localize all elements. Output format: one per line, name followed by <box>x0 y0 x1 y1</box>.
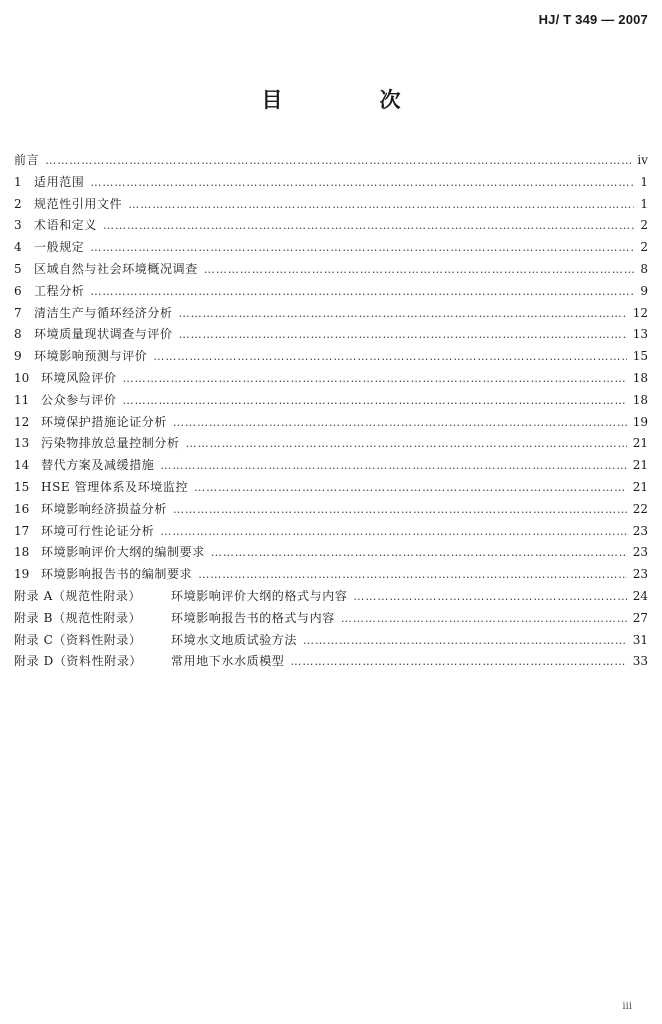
toc-entry[interactable] <box>14 324 648 346</box>
toc-entry[interactable] <box>14 390 648 412</box>
toc-entry-page: 21 <box>632 479 648 494</box>
toc-dot-leader <box>194 477 627 499</box>
toc-dot-leader <box>128 194 634 216</box>
toc-entry-page: 13 <box>632 327 648 342</box>
toc-entry[interactable] <box>14 237 648 259</box>
toc-entry[interactable] <box>14 172 648 194</box>
toc-entry-label: 前言 <box>14 153 40 167</box>
toc-entry[interactable] <box>14 433 648 455</box>
toc-entry-number: 9 <box>14 349 22 364</box>
toc-dot-leader <box>90 237 634 259</box>
toc-dot-leader <box>204 259 634 281</box>
toc-entry[interactable] <box>14 368 648 390</box>
toc-dot-leader <box>153 346 626 368</box>
toc-entry-label: 适用范围 <box>34 174 85 189</box>
toc-entry[interactable] <box>14 521 648 543</box>
toc-dot-leader <box>123 390 627 412</box>
toc-entry-page: 12 <box>632 305 648 320</box>
toc-dot-leader <box>173 499 627 521</box>
toc-entry-number: 8 <box>14 327 22 342</box>
toc-appendix-entry[interactable] <box>14 651 648 673</box>
toc-entry-label: 区域自然与社会环境概况调查 <box>34 261 198 276</box>
toc-entry-label: 替代方案及减缓措施 <box>41 458 155 473</box>
toc-entry-label: 规范性引用文件 <box>34 196 123 211</box>
toc-entry-label: 环境影响预测与评价 <box>34 349 148 364</box>
toc-entry-number: 6 <box>14 283 22 298</box>
toc-entry-page: 21 <box>632 436 648 451</box>
toc-entry-number: 7 <box>14 305 22 320</box>
toc-entry-number: 3 <box>14 218 22 233</box>
toc-entry-label: 污染物排放总量控制分析 <box>41 436 180 451</box>
toc-entry[interactable] <box>14 477 648 499</box>
appendix-type: 附录 A（规范性附录） <box>14 588 142 603</box>
toc-entry[interactable] <box>14 259 648 281</box>
toc-entry-page: 15 <box>632 349 648 364</box>
toc-entry-number: 4 <box>14 240 22 255</box>
toc-dot-leader <box>90 281 634 303</box>
toc-entry[interactable] <box>14 194 648 216</box>
appendix-type: 附录 B（规范性附录） <box>14 610 142 625</box>
toc-entry-number: 1 <box>14 174 22 189</box>
toc-entry-page: ⅳ <box>637 153 648 167</box>
page-title: 目 次 <box>261 88 439 112</box>
toc-entry-page: 22 <box>632 501 648 516</box>
toc-entry[interactable] <box>14 564 648 586</box>
toc-entry-page: 31 <box>632 632 648 647</box>
toc-entry-page: 1 <box>640 196 648 211</box>
toc-entry-label: 环境影响报告书的编制要求 <box>41 567 193 582</box>
toc-entry-label: 工程分析 <box>34 283 85 298</box>
toc-entry-label: 环境影响评价大纲的编制要求 <box>41 545 205 560</box>
toc-entry-number: 12 <box>14 414 30 429</box>
toc-entry-label: 环境水文地质试验方法 <box>171 632 298 647</box>
toc-entry[interactable] <box>14 499 648 521</box>
toc-entry-label: 一般规定 <box>34 240 85 255</box>
toc-entry-page: 2 <box>640 240 648 255</box>
toc-entry-page: 9 <box>640 283 648 298</box>
toc-entry-page: 23 <box>632 545 648 560</box>
toc-dot-leader <box>341 608 627 630</box>
toc-dot-leader <box>186 433 627 455</box>
table-of-contents <box>14 150 648 673</box>
toc-entry[interactable] <box>14 542 648 564</box>
toc-entry[interactable] <box>14 412 648 434</box>
toc-entry-page: 24 <box>632 588 648 603</box>
toc-entry[interactable] <box>14 215 648 237</box>
toc-entry-label: 环境保护措施论证分析 <box>41 414 168 429</box>
toc-entry-foreword[interactable] <box>14 150 648 172</box>
toc-dot-leader <box>179 303 627 325</box>
toc-entry-label: 环境质量现状调查与评价 <box>34 327 173 342</box>
toc-dot-leader <box>211 542 627 564</box>
toc-entry-page: 23 <box>632 567 648 582</box>
toc-dot-leader <box>173 412 627 434</box>
toc-dot-leader <box>303 630 627 652</box>
toc-entry-number: 15 <box>14 479 30 494</box>
toc-entry-page: 23 <box>632 523 648 538</box>
appendix-type: 附录 D（资料性附录） <box>14 654 143 669</box>
toc-entry-page: 8 <box>640 261 648 276</box>
toc-entry[interactable] <box>14 303 648 325</box>
toc-entry-number: 11 <box>14 392 30 407</box>
toc-dot-leader <box>90 172 634 194</box>
toc-entry-page: 2 <box>640 218 648 233</box>
toc-entry[interactable] <box>14 455 648 477</box>
toc-entry[interactable] <box>14 281 648 303</box>
toc-appendix-entry[interactable] <box>14 586 648 608</box>
toc-dot-leader <box>160 521 626 543</box>
toc-entry-number: 5 <box>14 261 22 276</box>
toc-entry-label: 环境可行性论证分析 <box>41 523 155 538</box>
toc-dot-leader <box>353 586 626 608</box>
toc-entry-number: 14 <box>14 458 30 473</box>
toc-entry-number: 10 <box>14 370 30 385</box>
toc-dot-leader <box>45 150 631 172</box>
toc-entry-page: 21 <box>632 458 648 473</box>
toc-entry-page: 18 <box>632 392 648 407</box>
toc-entry-label: HSE 管理体系及环境监控 <box>41 479 189 494</box>
toc-dot-leader <box>290 651 626 673</box>
toc-entry-label: 环境风险评价 <box>41 370 117 385</box>
toc-dot-leader <box>198 564 627 586</box>
toc-entry[interactable] <box>14 346 648 368</box>
toc-entry-label: 公众参与评价 <box>41 392 117 407</box>
toc-entry-page: 27 <box>632 610 648 625</box>
toc-entry-label: 环境影响报告书的格式与内容 <box>171 610 335 625</box>
page-number: ⅲ <box>622 1001 632 1012</box>
appendix-type: 附录 C（资料性附录） <box>14 632 142 647</box>
toc-entry-label: 常用地下水水质模型 <box>171 654 285 669</box>
toc-appendix-entry[interactable] <box>14 608 648 630</box>
standard-number: HJ/ T 349 — 2007 <box>538 12 648 27</box>
toc-entry-label: 环境影响评价大纲的格式与内容 <box>171 588 348 603</box>
toc-dot-leader <box>179 324 627 346</box>
toc-entry-label: 术语和定义 <box>34 218 98 233</box>
toc-entry-number: 18 <box>14 545 30 560</box>
toc-dot-leader <box>103 215 634 237</box>
toc-appendix-entry[interactable] <box>14 630 648 652</box>
toc-entry-page: 18 <box>632 370 648 385</box>
toc-dot-leader <box>123 368 627 390</box>
toc-dot-leader <box>160 455 626 477</box>
toc-entry-label: 清洁生产与循环经济分析 <box>34 305 173 320</box>
toc-entry-number: 19 <box>14 567 30 582</box>
toc-entry-number: 17 <box>14 523 30 538</box>
toc-entry-number: 16 <box>14 501 30 516</box>
toc-entry-label: 环境影响经济损益分析 <box>41 501 168 516</box>
toc-entry-number: 13 <box>14 436 30 451</box>
toc-entry-page: 33 <box>632 654 648 669</box>
toc-entry-page: 19 <box>632 414 648 429</box>
toc-entry-page: 1 <box>640 174 648 189</box>
toc-entry-number: 2 <box>14 196 22 211</box>
